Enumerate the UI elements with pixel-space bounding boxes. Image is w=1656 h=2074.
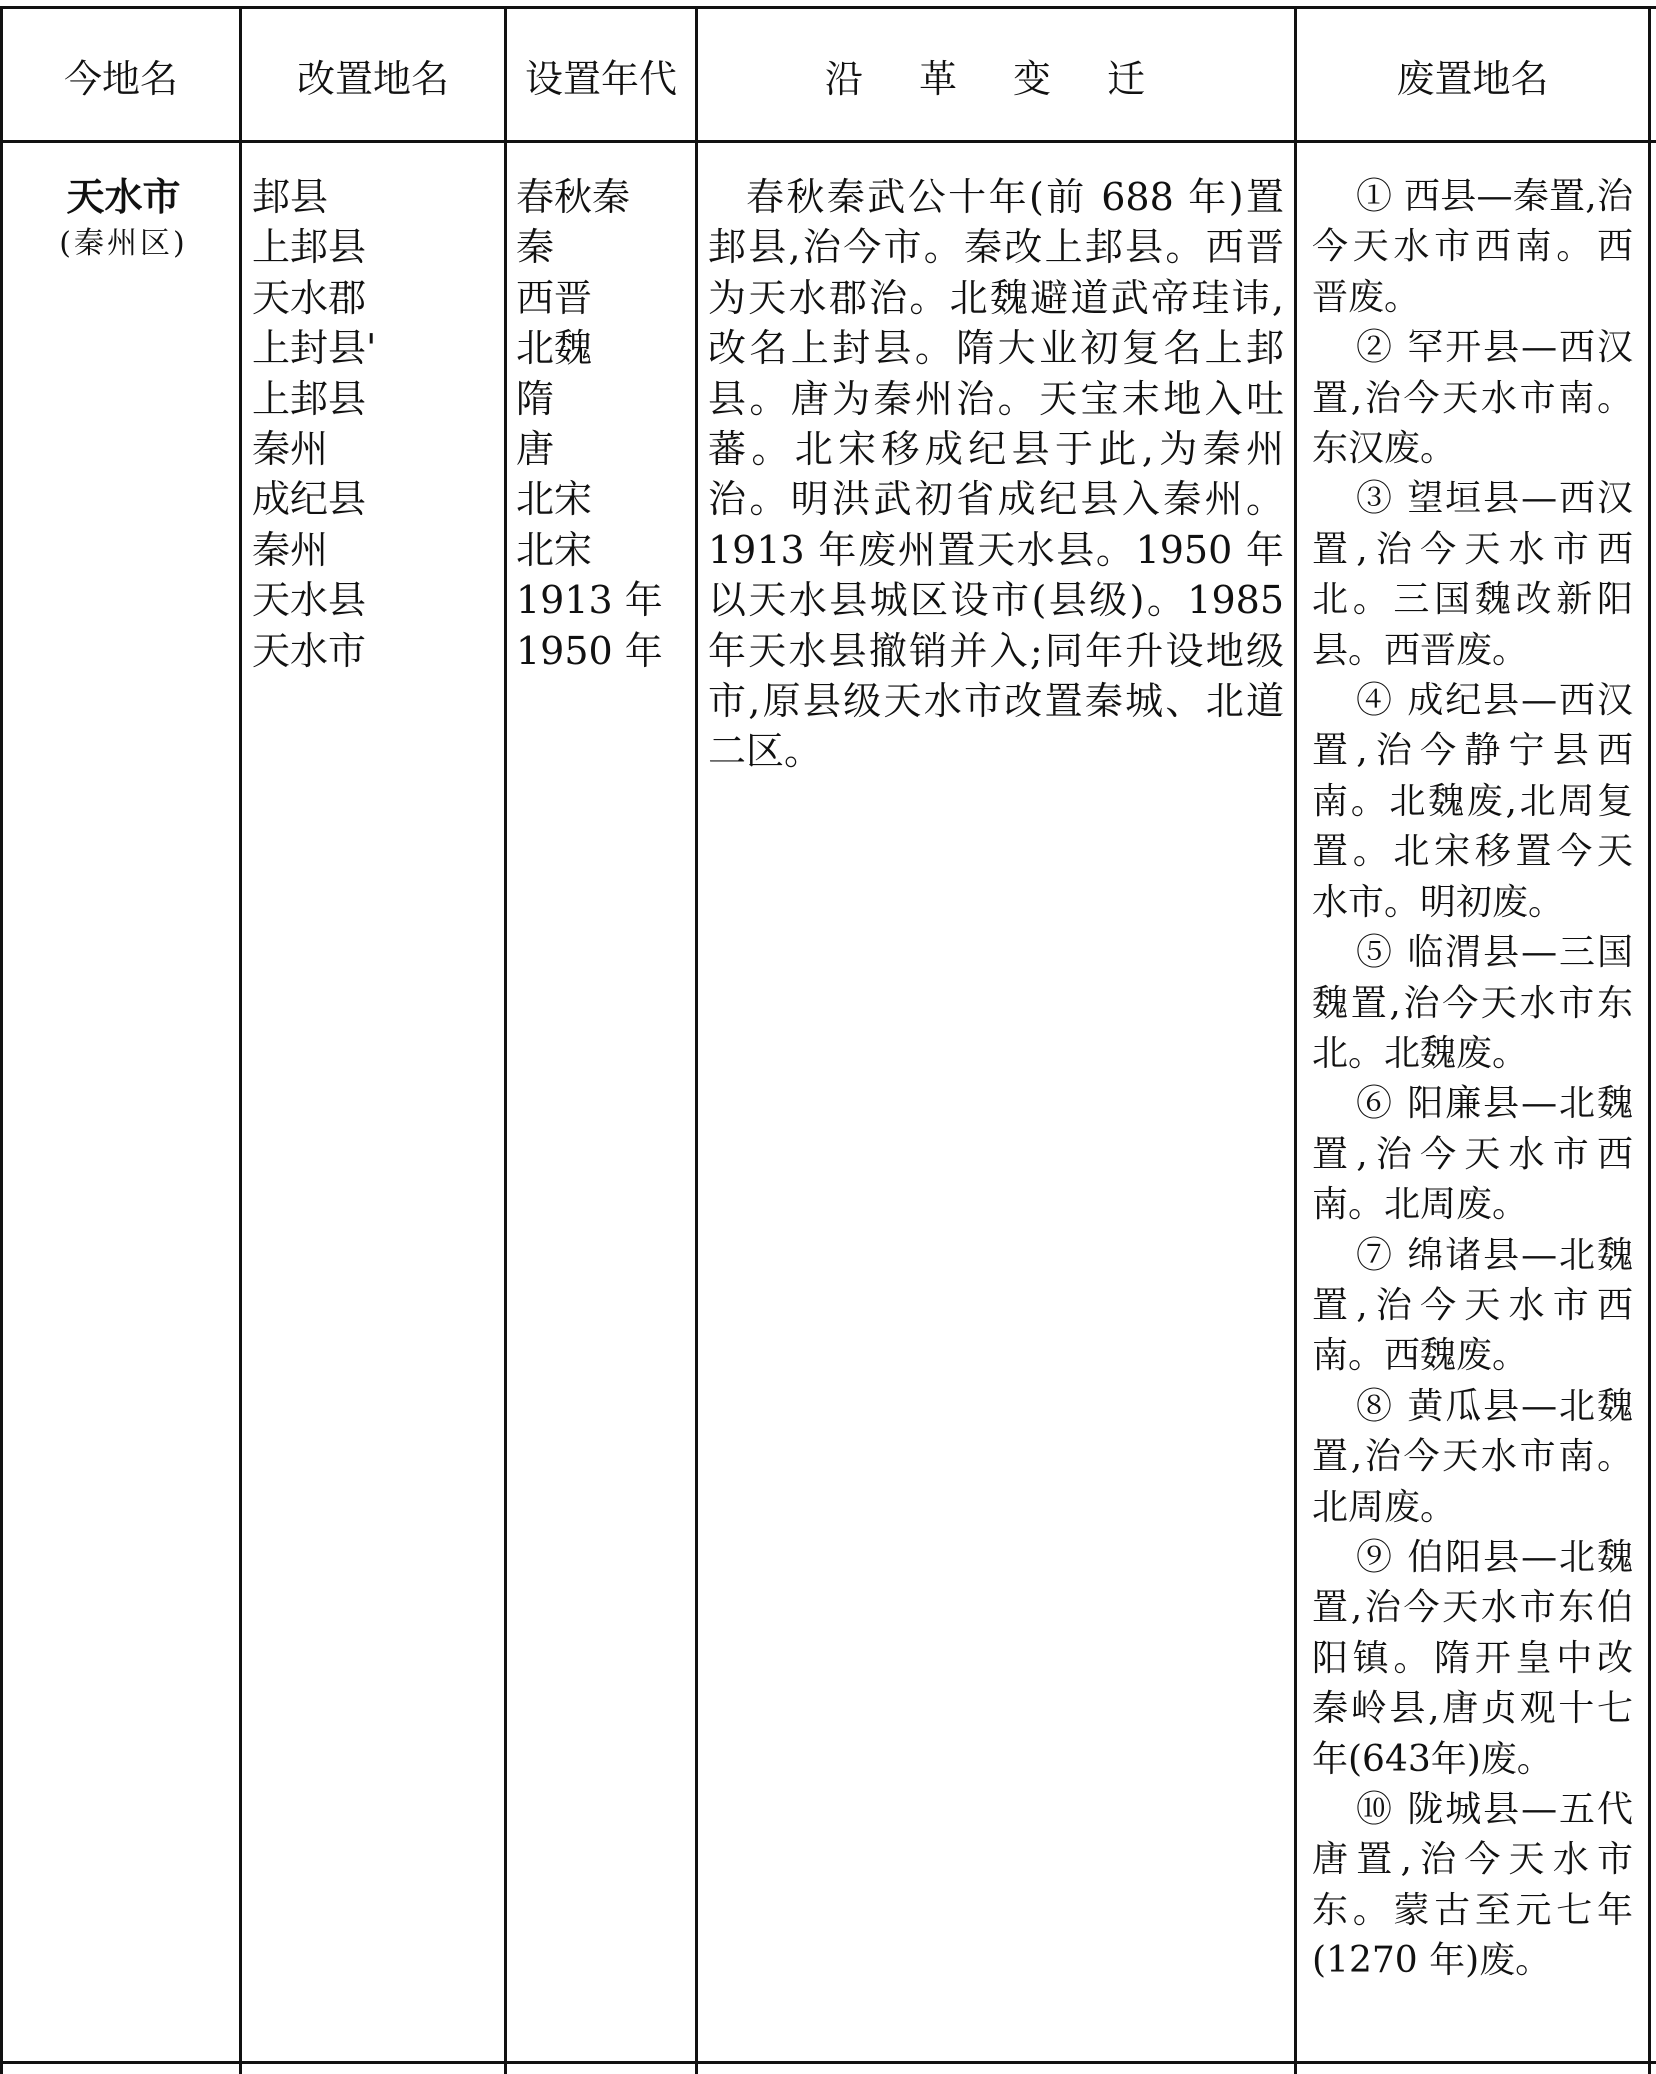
era-item: 北魏 <box>516 326 593 371</box>
era-item: 隋 <box>516 376 555 421</box>
renamed-item: 上封县' <box>252 326 377 371</box>
header-renamed-name: 改置地名 <box>296 56 449 101</box>
abolished-item: ⑥ 阳廉县—北魏置,治今天水市西南。北周废。 <box>1312 1083 1633 1226</box>
abolished-item: ⑨ 伯阳县—北魏置,治今天水市东伯阳镇。隋开皇中改秦岭县,唐贞观十七年(643年)废。 <box>1312 1536 1633 1780</box>
era-item: 春秋秦 <box>516 175 631 219</box>
current-name: 天水市 <box>66 175 181 219</box>
renamed-item: 成纪县 <box>252 477 367 522</box>
abolished-item: ⑤ 临渭县—三国魏置,治今天水市东北。北魏废。 <box>1312 932 1633 1074</box>
column-divider-4 <box>1294 6 1297 2074</box>
table-left-rule <box>0 6 3 2074</box>
era-list <box>516 172 686 676</box>
column-divider-1 <box>239 6 242 2074</box>
era-item: 1950 年 <box>516 628 663 673</box>
renamed-item: 邽县 <box>252 175 329 219</box>
era-item: 秦 <box>516 225 555 270</box>
current-name-cell <box>8 172 239 266</box>
column-divider-2 <box>504 6 507 2074</box>
renamed-item: 上邽县 <box>252 225 367 270</box>
header-current-name: 今地名 <box>63 56 178 101</box>
current-name-district: (秦州区) <box>59 226 188 261</box>
row-bottom-rule <box>0 2061 1656 2064</box>
header-abolished-name: 废置地名 <box>1396 56 1549 101</box>
renamed-item: 秦州 <box>252 427 329 472</box>
table-right-rule <box>1648 6 1651 2074</box>
renamed-item: 秦州 <box>252 527 329 572</box>
column-divider-3 <box>695 6 698 2074</box>
abolished-list <box>1312 172 1633 1987</box>
renamed-list <box>252 172 492 676</box>
renamed-item: 天水市 <box>252 628 367 673</box>
history-text: 春秋秦武公十年(前 688 年)置邽县,治今市。秦改上邽县。西晋为天水郡治。北魏避道武帝珪讳,改名上封县。隋大业初复名上邽县。唐为秦州治。天宝末地入吐蕃。北宋移成纪县于此,为秦州治。明洪武初省成纪县入秦州。1913 年废州置天水县。1950 年以天水县城区设市(县级)。1985 年天水县撤销并入;同年升设地级市,原县级天水市改置秦城、北道二区。 <box>708 175 1284 774</box>
era-item: 北宋 <box>516 477 593 522</box>
abolished-item: ③ 望垣县—西汉置,治今天水市西北。三国魏改新阳县。西晋废。 <box>1312 478 1633 671</box>
abolished-item: ① 西县—秦置,治今天水市西南。西晋废。 <box>1312 176 1633 318</box>
header-established-era: 设置年代 <box>524 56 677 101</box>
renamed-item: 天水郡 <box>252 275 367 320</box>
renamed-item: 上邽县 <box>252 376 367 421</box>
abolished-item: ② 罕开县—西汉置,治今天水市南。东汉废。 <box>1312 327 1633 470</box>
header-history: 沿 革 变 迁 <box>824 56 1168 101</box>
abolished-item: ④ 成纪县—西汉置,治今静宁县西南。北魏废,北周复置。北宋移置今天水市。明初废。 <box>1312 680 1633 923</box>
era-item: 1913 年 <box>516 578 663 623</box>
era-item: 唐 <box>516 427 555 472</box>
era-item: 西晋 <box>516 275 593 320</box>
era-item: 北宋 <box>516 527 593 572</box>
abolished-item: ⑦ 绵诸县—北魏置,治今天水市西南。西魏废。 <box>1312 1234 1633 1377</box>
abolished-item: ⑧ 黄瓜县—北魏置,治今天水市南。北周废。 <box>1312 1385 1633 1528</box>
abolished-item: ⑩ 陇城县—五代唐置,治今天水市东。蒙古至元七年(1270 年)废。 <box>1312 1789 1633 1982</box>
renamed-item: 天水县 <box>252 578 367 623</box>
